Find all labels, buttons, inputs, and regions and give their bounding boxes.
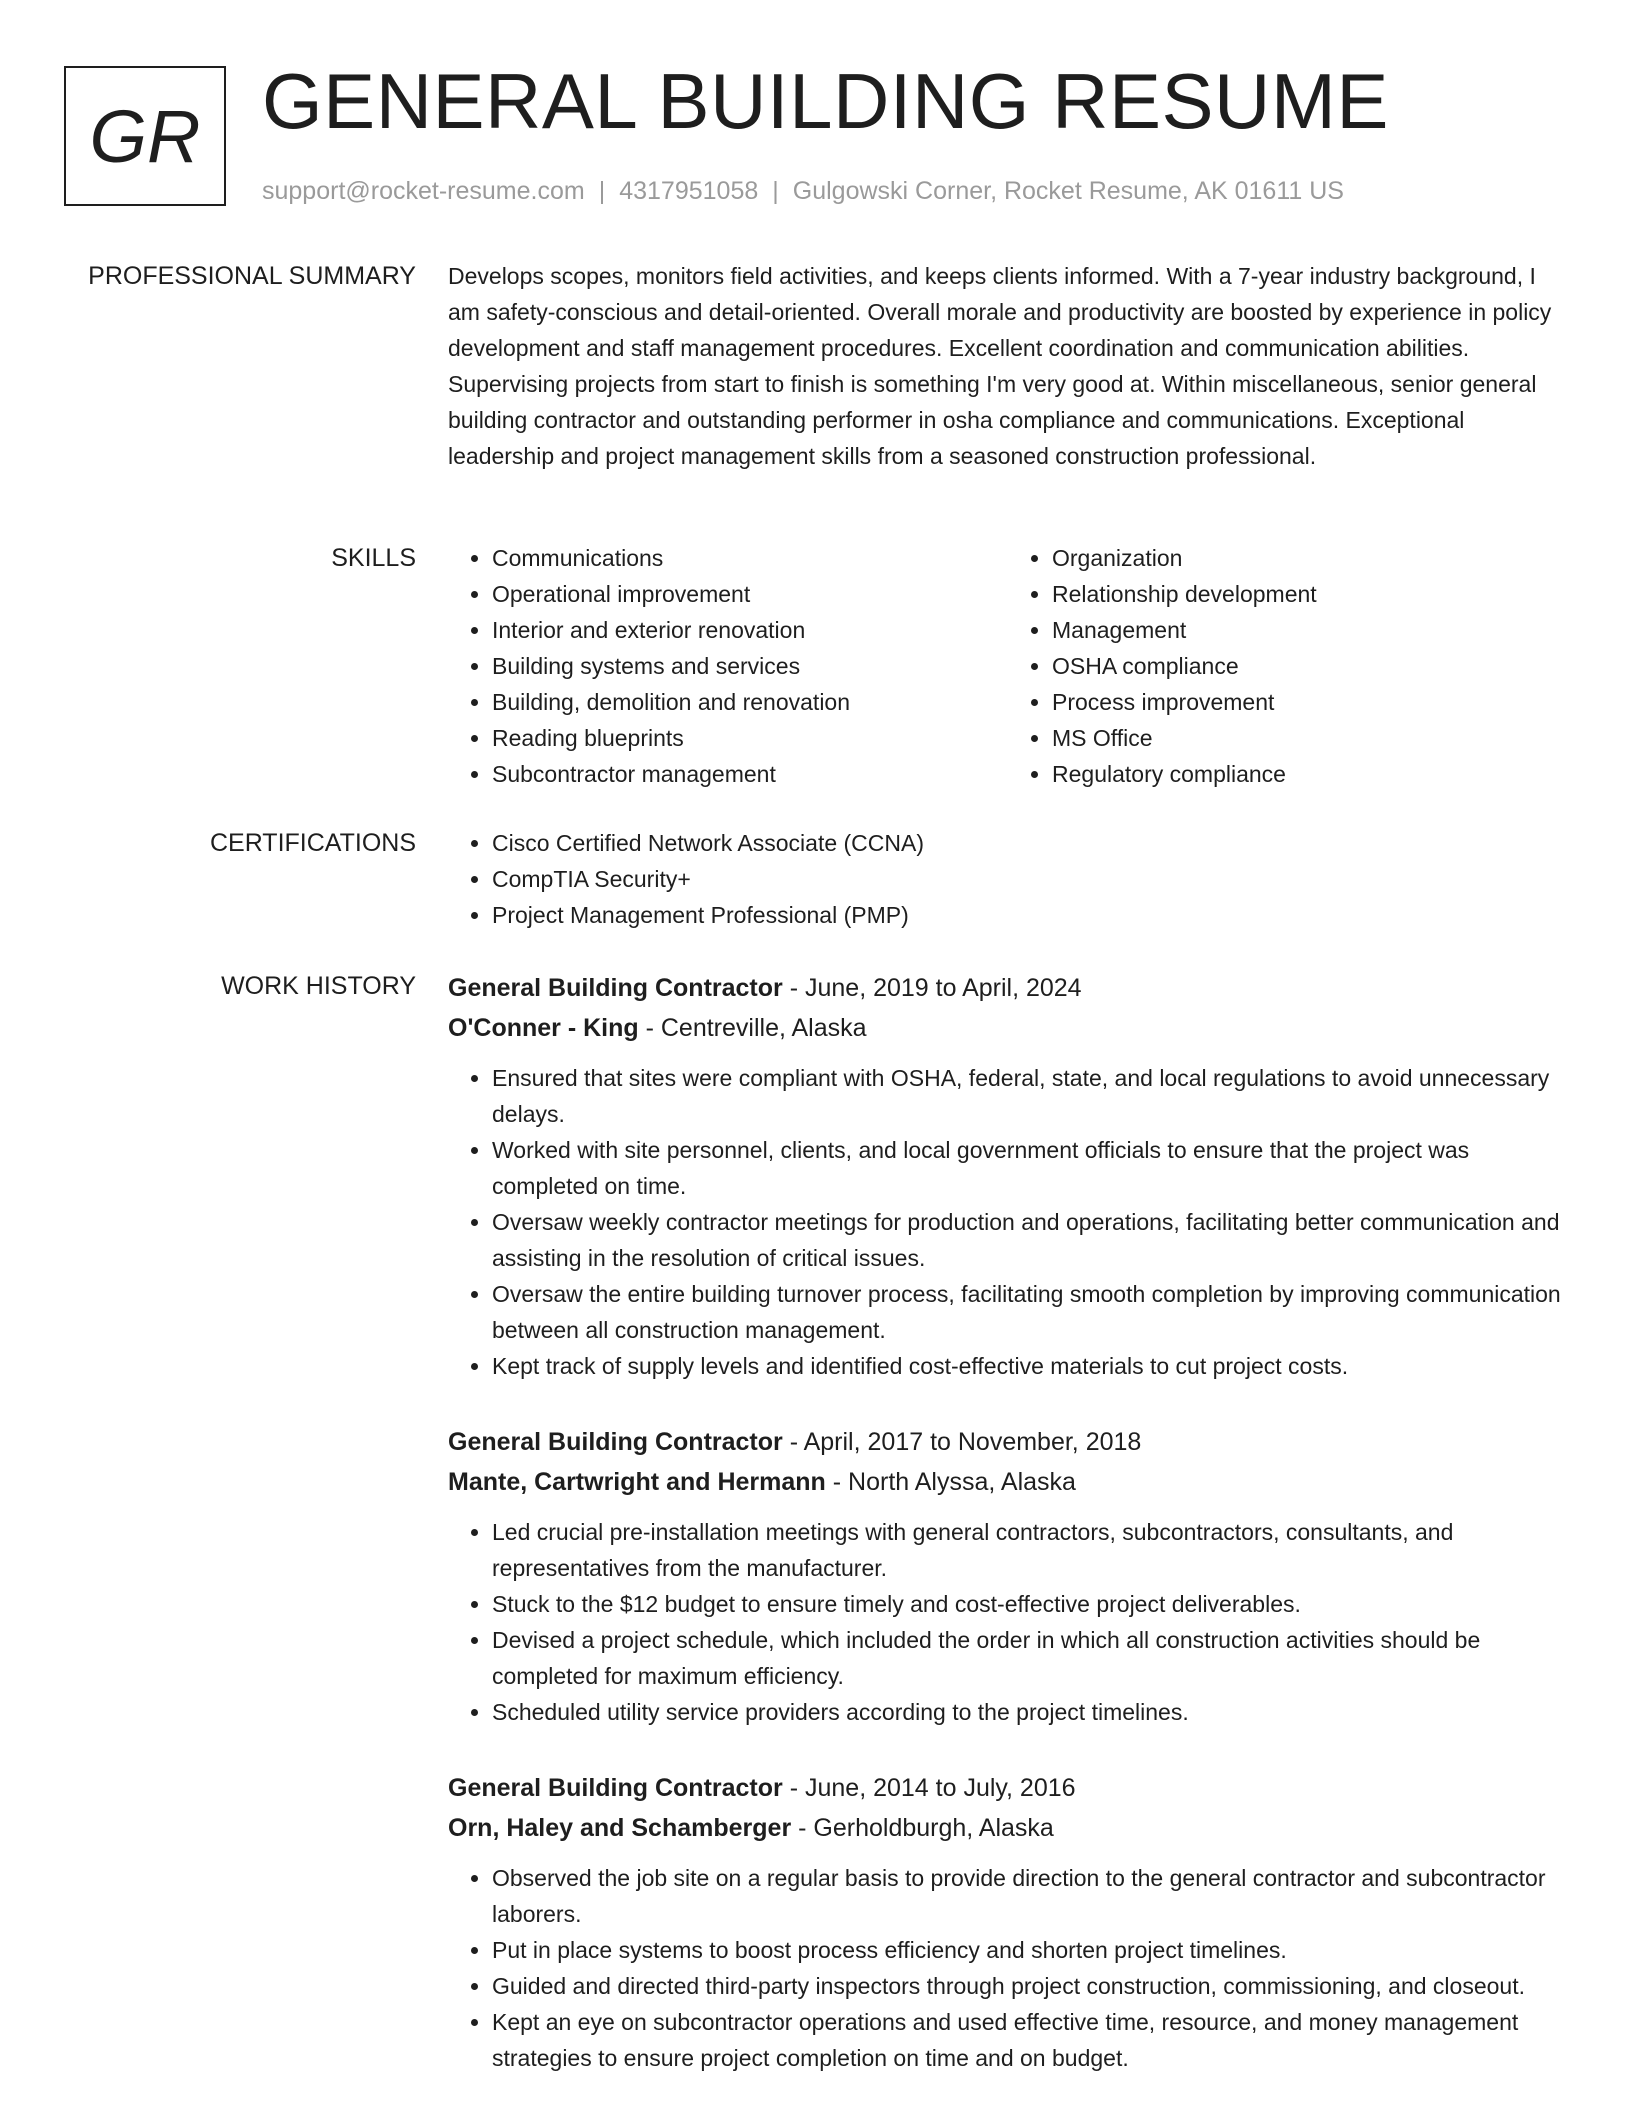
- list-item: • Stuck to the $12 budget to ensure timely and cost-effective project deliverables.: [492, 1586, 1568, 1622]
- list-item: • Oversaw weekly contractor meetings for production and operations, facilitating better communication and assisting in the resolution of critical issues.: [492, 1204, 1568, 1276]
- list-item: • Interior and exterior renovation: [492, 612, 1008, 648]
- company-name: O'Conner - King: [448, 1014, 639, 1042]
- monogram-box: GR: [64, 66, 226, 206]
- resume-title: GENERAL BUILDING RESUME: [262, 57, 1389, 145]
- company-name: Mante, Cartwright and Hermann: [448, 1468, 826, 1496]
- job-title-line: [448, 1768, 1568, 1808]
- list-item: • Management: [1052, 612, 1568, 648]
- job-bullets: [448, 1860, 1568, 2076]
- work-history-content: [448, 968, 1568, 2114]
- list-item: • Cisco Certified Network Associate (CCNA): [492, 825, 1568, 861]
- list-item: • Relationship development: [1052, 576, 1568, 612]
- skills-label: SKILLS: [331, 544, 416, 572]
- list-item: • Process improvement: [1052, 684, 1568, 720]
- list-item: • Oversaw the entire building turnover process, facilitating smooth completion by improving communication between all construction management.: [492, 1276, 1568, 1348]
- contact-address: Gulgowski Corner, Rocket Resume, AK 01611 US: [792, 177, 1344, 205]
- list-item: • Reading blueprints: [492, 720, 1008, 756]
- certifications-label: CERTIFICATIONS: [209, 829, 416, 857]
- work-history-label: WORK HISTORY: [221, 972, 416, 1000]
- list-item: • Kept track of supply levels and identified cost-effective materials to cut project costs.: [492, 1348, 1568, 1384]
- list-item: • Subcontractor management: [492, 756, 1008, 792]
- job-entry: [448, 1422, 1568, 1730]
- job-bullets: [448, 1060, 1568, 1384]
- list-item: • Kept an eye on subcontractor operations and used effective time, resource, and money management strategies to ensure project completion on time and on budget.: [492, 2004, 1568, 2076]
- job-dates: - June, 2019 to April, 2024: [782, 974, 1082, 1002]
- list-item: • Organization: [1052, 540, 1568, 576]
- skills-list-right: [1008, 540, 1568, 792]
- list-item: • Project Management Professional (PMP): [492, 897, 1568, 933]
- job-title-line: [448, 1422, 1568, 1462]
- certifications-list: [448, 825, 1568, 933]
- list-item: • Regulatory compliance: [1052, 756, 1568, 792]
- skills-grid: [448, 540, 1568, 792]
- resume-header: [0, 0, 1632, 230]
- contact-line: [262, 174, 1344, 208]
- job-title: General Building Contractor: [448, 1774, 783, 1802]
- job-entry: [448, 968, 1568, 1384]
- list-item: • Devised a project schedule, which included the order in which all construction activities should be completed for maximum efficiency.: [492, 1622, 1568, 1694]
- list-item: • Led crucial pre-installation meetings with general contractors, subcontractors, consultants, and representatives from the manufacturer.: [492, 1514, 1568, 1586]
- contact-separator: |: [772, 177, 779, 205]
- list-item: • CompTIA Security+: [492, 861, 1568, 897]
- company-line: [448, 1808, 1568, 1848]
- list-item: • Ensured that sites were compliant with OSHA, federal, state, and local regulations to avoid unnecessary delays.: [492, 1060, 1568, 1132]
- list-item: • Scheduled utility service providers according to the project timelines.: [492, 1694, 1568, 1730]
- contact-email: support@rocket-resume.com: [262, 177, 585, 205]
- job-title: General Building Contractor: [448, 974, 783, 1002]
- company-location: - Gerholdburgh, Alaska: [791, 1814, 1054, 1842]
- list-item: • OSHA compliance: [1052, 648, 1568, 684]
- list-item: • Guided and directed third-party inspectors through project construction, commissioning, and closeout.: [492, 1968, 1568, 2004]
- job-dates: - April, 2017 to November, 2018: [782, 1428, 1142, 1456]
- job-bullets: [448, 1514, 1568, 1730]
- job-title: General Building Contractor: [448, 1428, 783, 1456]
- company-line: [448, 1462, 1568, 1502]
- list-item: • Worked with site personnel, clients, and local government officials to ensure that the project was completed on time.: [492, 1132, 1568, 1204]
- contact-phone: 4317951058: [619, 177, 759, 205]
- certifications-content: [448, 825, 1568, 933]
- list-item: • MS Office: [1052, 720, 1568, 756]
- list-item: • Observed the job site on a regular basis to provide direction to the general contractor and subcontractor laborers.: [492, 1860, 1568, 1932]
- job-entry: [448, 1768, 1568, 2076]
- list-item: • Communications: [492, 540, 1008, 576]
- summary-text: Develops scopes, monitors field activities, and keeps clients informed. With a 7-year industry background, I am safety-conscious and detail-oriented. Overall morale and productivity are boosted by experience in policy development and staff management procedures. Excellent coordination and communication abilities. Supervising projects from start to finish is something I'm very good at. Within miscellaneous, senior general building contractor and outstanding performer in osha compliance and communications. Exceptional leadership and project management skills from a seasoned construction professional.: [448, 263, 1552, 469]
- company-location: - North Alyssa, Alaska: [825, 1468, 1076, 1496]
- company-location: - Centreville, Alaska: [638, 1014, 867, 1042]
- list-item: • Building, demolition and renovation: [492, 684, 1008, 720]
- job-dates: - June, 2014 to July, 2016: [782, 1774, 1076, 1802]
- list-item: • Operational improvement: [492, 576, 1008, 612]
- contact-separator: |: [598, 177, 606, 205]
- company-name: Orn, Haley and Schamberger: [448, 1814, 792, 1842]
- skills-list-left: [448, 540, 1008, 792]
- job-title-line: [448, 968, 1568, 1008]
- list-item: • Put in place systems to boost process efficiency and shorten project timelines.: [492, 1932, 1568, 1968]
- company-line: [448, 1008, 1568, 1048]
- summary-label: PROFESSIONAL SUMMARY: [88, 262, 416, 290]
- list-item: • Building systems and services: [492, 648, 1008, 684]
